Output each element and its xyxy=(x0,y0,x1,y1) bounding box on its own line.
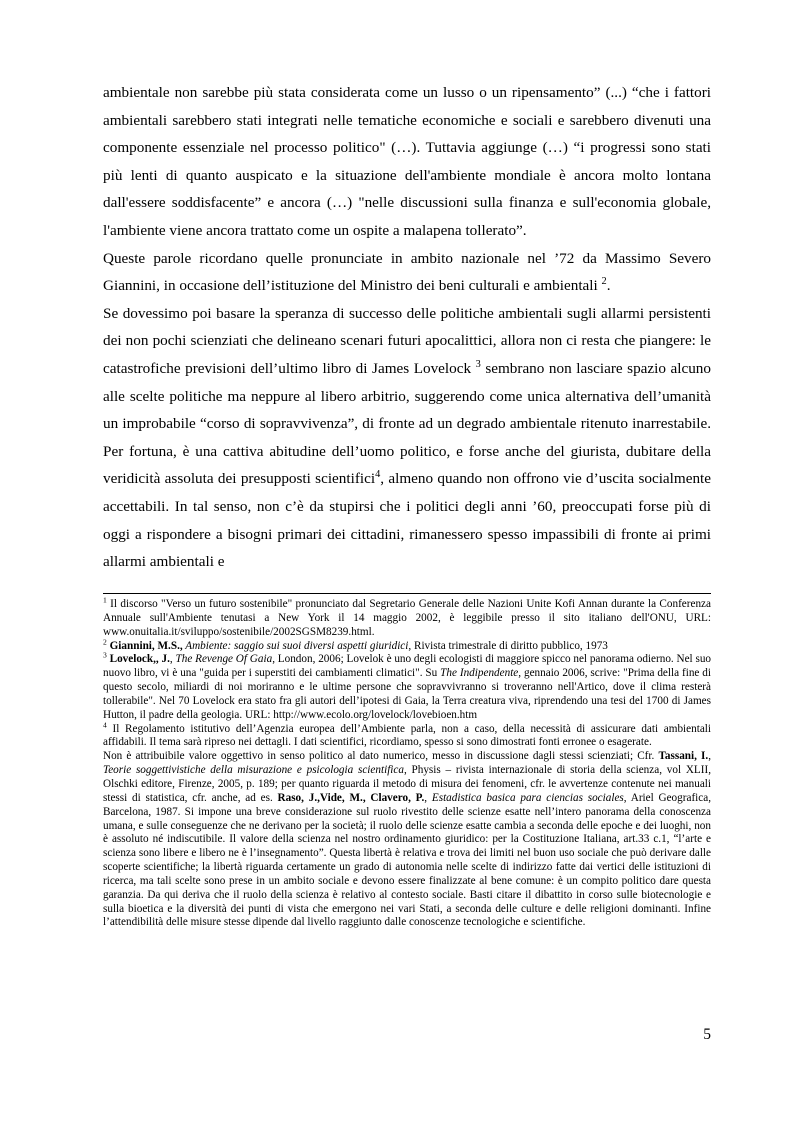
footnote-4-sep-2: , xyxy=(424,791,432,804)
paragraph-2 xyxy=(103,245,711,300)
paragraph-2-end: . xyxy=(606,277,611,295)
footnote-4-text-b3: , Physis – rivista internazionale di storia della scienza, vol XLII, Olschki editore, Firenze, 2005, p. 189; per quanto riguarda il metodo di misura dei fenomeni, cfr. le avvertenze contenute nei manuali stessi di statistica, cfr. anche, ad es. xyxy=(103,764,711,804)
footnote-ref-2[interactable]: 2 xyxy=(601,276,607,288)
footnote-2-title: Ambiente: saggio sui suoi diversi aspetti giuridici, xyxy=(182,639,412,652)
footnote-3-author: Lovelock,, J. xyxy=(106,653,170,666)
footnote-4-number: 4 xyxy=(103,719,107,729)
footnote-3-title: The Revenge Of Gaia xyxy=(175,653,273,666)
footnote-3-text-a: , London, 2006; Lovelok è uno degli ecologisti di maggiore spicco nel panorama odierno. Nel suo nuovo libro, vi è una "guida per i superstiti dei cambiamenti climatici". Su xyxy=(103,653,712,680)
paragraph-1 xyxy=(103,79,711,245)
footnote-4-text-a: Il Regolamento istitutivo dell’Agenzia europea dell’Ambiente parla, non a caso, della necessità di assicurare dati ambientali affidabili. Il tema sarà ripreso nei dettagli. I dati scientifici, ricordiamo, spesso si sono dimostrati fonti erronee o esagerate. xyxy=(103,722,711,749)
footnote-2-number: 2 xyxy=(103,636,107,646)
footnote-3-journal: The Indipendente, xyxy=(440,667,522,680)
main-text xyxy=(103,79,711,576)
footnote-1-number: 1 xyxy=(103,595,107,605)
footnote-separator xyxy=(103,593,711,594)
page-number: 5 xyxy=(703,1026,711,1043)
footnote-ref-4[interactable]: 4 xyxy=(375,469,381,481)
footnote-2-author: Giannini, M.S., xyxy=(106,639,183,652)
footnote-1 xyxy=(103,595,711,640)
paragraph-2-text: Queste parole ricordano quelle pronunciate in ambito nazionale nel ’72 da Massimo Severo Giannini, in occasione dell’istituzione del Ministro dei beni culturali e ambientali xyxy=(103,249,711,295)
footnote-ref-3[interactable]: 3 xyxy=(475,358,481,370)
footnote-4-title-2: Estadistica basica para ciencias sociales xyxy=(431,791,624,804)
footnote-4 xyxy=(103,719,711,751)
paragraph-1-text: ambientale non sarebbe più stata considerata come un lusso o un ripensamento” (...) “che i fattori ambientali sarebbero stati integrati nelle tematiche economiche e sociali e sarebbero divenuti una componente essenziale nel processo politico" (…). Tuttavia aggiunge (…) “i progressi sono stati più lenti di quanto auspicato e la situazione dell'ambiente mondiale è ancora molto lontana dall'essere soddisfacente” e ancora (…) "nelle discussioni sulla finanza e sull'economia globale, l'ambiente viene ancora trattato come un ospite a malapena tollerato”. xyxy=(103,84,711,239)
footnote-2-rest: Rivista trimestrale di diritto pubblico, 1973 xyxy=(411,639,608,652)
footnote-2 xyxy=(103,636,711,654)
paragraph-3-text-a: Se dovessimo poi basare la speranza di successo delle politiche ambientali sugli allarmi persistenti dei non pochi scienziati che delineano scenari futuri apocalittici, allora non ci resta che piangere: le catastrofiche previsioni dell’ultimo libro di James Lovelock xyxy=(103,304,711,377)
footnote-4-author-2: Raso, J.,Vide, M., Clavero, P. xyxy=(277,791,425,804)
footnote-4-sep-1: , xyxy=(708,750,711,763)
footnote-4-title-1: Teorie soggettivistiche della misurazione e psicologia scientifica xyxy=(103,764,404,777)
paragraph-3-text-b: sembrano non lasciare spazio alcuno alle scelte politiche ma neppure al libero arbitrio, suggerendo come unica alternativa dell’umanità un improbabile “corso di sopravvivenza”, di fronte ad un degrado ambientale ritenuto inarrestabile. Per fortuna, è una cattiva abitudine dell’uomo politico, e forse anche del giurista, dubitare della veridicità assoluta dei presupposti scientifici xyxy=(103,359,711,488)
footnote-1-text: Il discorso "Verso un futuro sostenibile" pronunciato dal Segretario Generale delle Nazioni Unite Kofi Annan durante la Conferenza Annuale sull'Ambiente tenutasi a New York il 14 maggio 2002, è leggibile presso il sito italiano dell'ONU, URL: www.onuitalia.it/sviluppo/sostenibile/2002SGSM8239.html. xyxy=(103,598,711,638)
footnote-3-text-b: gennaio 2006, scrive: "Prima della fine di questo secolo, miliardi di noi moriranno e le ultime persone che sopravvivranno si troveranno nell'Artico, dove il clima resterà tollerabile". Nel 70 Lovelock era stato fra gli autori dell’ipotesi di Gaia, la Terra creatura viva, riprendendo una tesi del 1700 di James Hutton, il padre della geologia. URL: http://www.ecolo.org/lovelock/lovebioen.htm xyxy=(103,667,711,721)
paragraph-3-text-c: , almeno quando non offrono vie d’uscita socialmente accettabili. In tal senso, non c’è da stupirsi che i politici degli anni ’60, preoccupati forse più di oggi a rispondere a bisogni primari dei cittadini, rimanessero spesso impassibili di fronte ai primi allarmi ambientali e xyxy=(103,470,711,571)
footnote-4-text-b1: Non è attribuibile valore oggettivo in senso politico al dato numerico, messo in discussione dagli stessi scienziati; Cfr. xyxy=(103,750,659,763)
footnotes xyxy=(103,595,712,930)
paragraph-3 xyxy=(103,300,711,576)
footnote-3-sep: , xyxy=(169,653,176,666)
footnote-4-text-b5: , Ariel Geografica, Barcelona, 1987. Si impone una breve considerazione sul ruolo rivestito delle scienze esatte nell’intero panorama della conoscenza umana, e sulle conseguenze che ne derivano per la società; il ruolo delle scienze esatte cambia a seconda delle epoche e dei luoghi, non è assoluto né indiscutibile. Il valore della scienza nel nostro ordinamento giuridico: per la Costituzione Italiana, art.33 c.1, “l’arte e scienza sono libere e libero ne è l’insegnamento”. Questa libertà è relativa e trova dei limiti nel buon uso sociale che può derivare dalle scoperte scientifiche; la libertà riguarda certamente un grado di autonomia nelle scelte di indirizzo fatte dai vertici delle istituzioni di ricerca, ma tali scelte sono prese in un ambito sociale e devono essere finalizzate al bene comune: è un compito politico dare questa garanzia. Da qui deriva che il ruolo della scienza è relativo al contesto sociale. Basti citare il dibattito in corso sulle biotecnologie e sulla bioetica e la diversità dei punti di vista che emergono nei vari Stati, a seconda delle culture e delle religioni dominanti. Infine l’attendibilità delle misure stesse dipende dal livello raggiunto dalle conoscenze tecnologiche e scientifiche. xyxy=(103,791,711,929)
footnote-3 xyxy=(103,650,712,722)
footnote-3-number: 3 xyxy=(103,650,107,660)
footnote-4-continued xyxy=(103,750,711,930)
footnote-4-author-1: Tassani, I. xyxy=(658,750,709,763)
